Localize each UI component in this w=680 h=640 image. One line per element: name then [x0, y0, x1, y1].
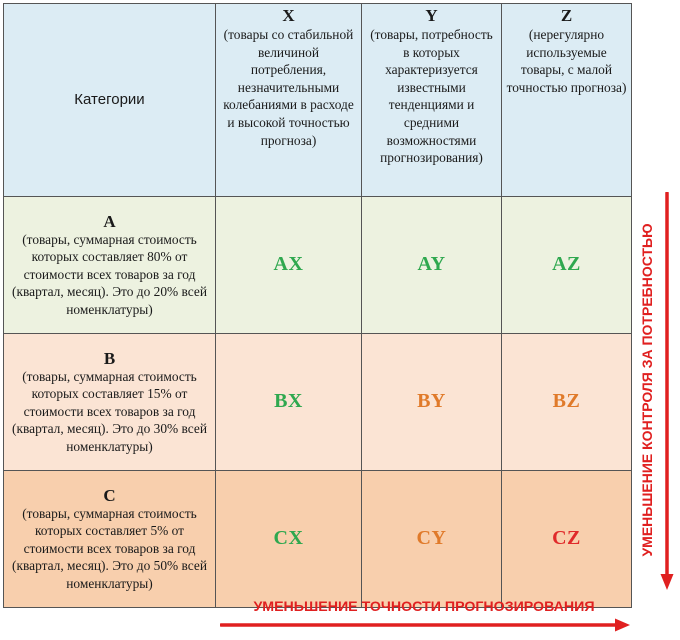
row-description: (товары, суммарная стоимость которых составляет 5% от стоимости всех товаров за год (квартал, месяц). Это до 50% всей номенклатуры) [12, 505, 207, 591]
cell-code: BZ [552, 389, 581, 412]
cell-code: BX [274, 389, 303, 412]
cell-az [502, 197, 632, 334]
cell-cy [362, 471, 502, 608]
cell-by [362, 334, 502, 471]
cell-bz [502, 334, 632, 471]
cell-code: CX [273, 526, 304, 549]
column-header-z [502, 4, 632, 197]
abc-xyz-matrix [3, 3, 632, 608]
row-letter: A [103, 211, 116, 231]
vertical-axis-label: УМЕНЬШЕНИЕ КОНТРОЛЯ ЗА ПОТРЕБНОСТЬЮ [639, 223, 655, 557]
cell-cx [216, 471, 362, 608]
row-header-a [4, 197, 216, 334]
column-letter: Y [425, 6, 438, 25]
cell-code: CY [416, 526, 447, 549]
cell-cz [502, 471, 632, 608]
down-arrow-icon [659, 192, 675, 590]
row-header-b [4, 334, 216, 471]
corner-cell [4, 4, 216, 197]
row-letter: B [103, 348, 116, 368]
cell-code: AZ [552, 252, 581, 275]
cell-ay [362, 197, 502, 334]
categories-label: Категории [74, 91, 145, 108]
column-letter: X [282, 6, 295, 25]
column-letter: Z [560, 6, 573, 25]
column-description: (нерегулярно используемые товары, с малой точностью прогноза) [506, 27, 627, 95]
row-b [4, 334, 632, 471]
cell-ax [216, 197, 362, 334]
row-header-c [4, 471, 216, 608]
column-description: (товары со стабильной величиной потребления, незначительными колебаниями в расходе и высокой точностью прогноза) [223, 27, 354, 148]
column-header-x [216, 4, 362, 197]
cell-code: BY [417, 389, 446, 412]
row-letter: C [103, 485, 116, 505]
header-row [4, 4, 632, 197]
cell-code: AY [417, 252, 446, 275]
column-description: (товары, потребность в которых характеризуется известными тенденциями и средними возможностями прогнозирования) [370, 27, 493, 166]
row-description: (товары, суммарная стоимость которых составляет 80% от стоимости всех товаров за год (квартал, месяц). Это до 20% всей номенклатуры) [12, 231, 207, 317]
right-arrow-icon [220, 618, 630, 632]
column-header-y [362, 4, 502, 197]
cell-code: CZ [552, 526, 581, 549]
row-a [4, 197, 632, 334]
row-c [4, 471, 632, 608]
cell-code: AX [273, 252, 304, 275]
cell-bx [216, 334, 362, 471]
horizontal-axis-label: УМЕНЬШЕНИЕ ТОЧНОСТИ ПРОГНОЗИРОВАНИЯ [253, 599, 595, 615]
row-description: (товары, суммарная стоимость которых составляет 15% от стоимости всех товаров за год (квартал, месяц). Это до 30% всей номенклатуры) [12, 368, 207, 454]
